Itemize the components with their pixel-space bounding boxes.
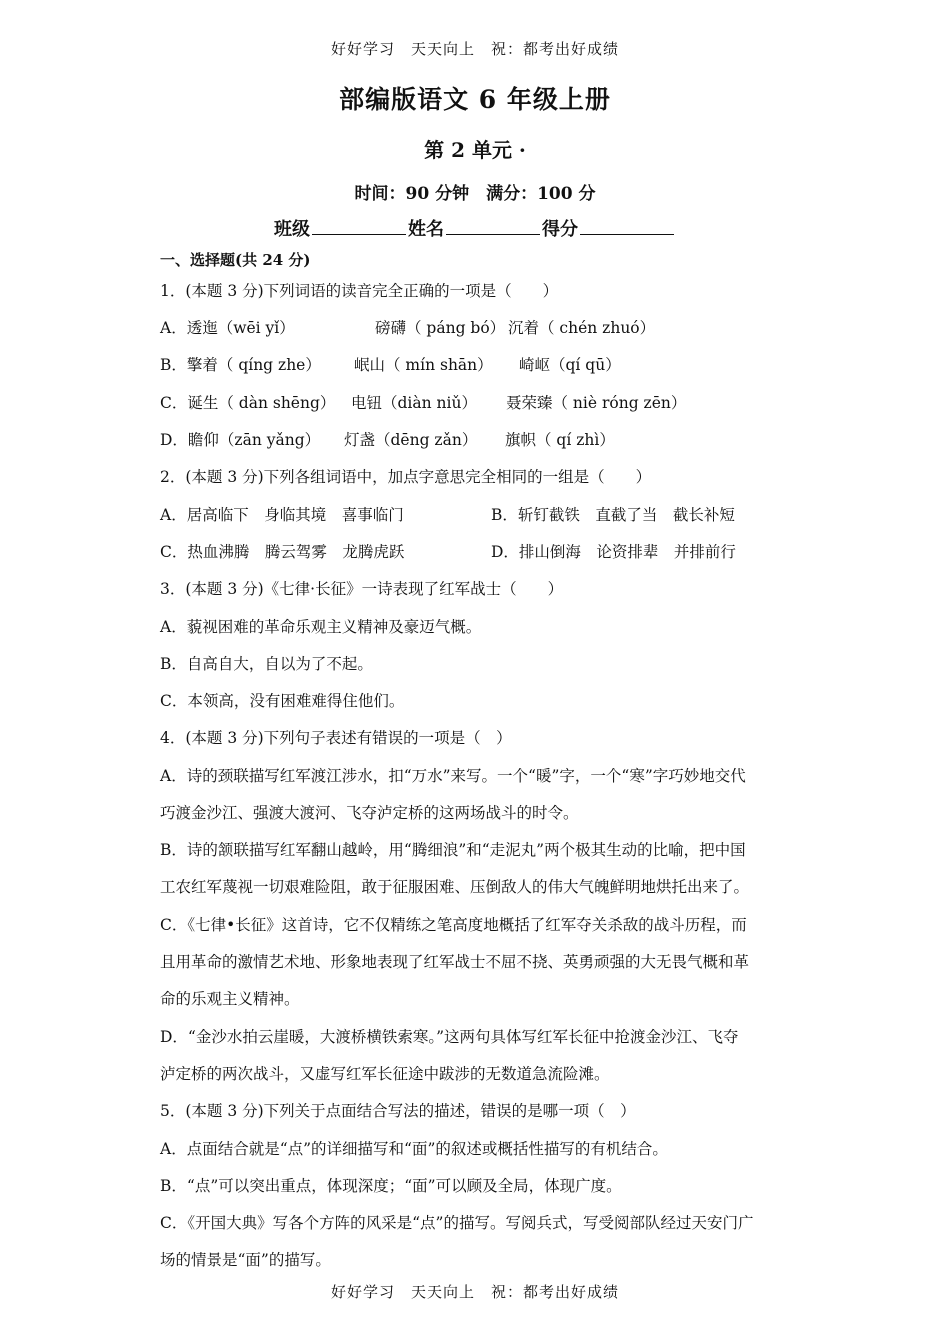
student-info-line <box>0 215 950 241</box>
class-blank <box>312 216 406 235</box>
page-header: 好好学习 天天向上 祝：都考出好成绩 <box>330 40 619 58</box>
q4-option-c-line-2: 且用革命的激情艺术地、形象地表现了红军战士不屈不挠、英勇顽强的大无畏气概和革 <box>160 953 750 971</box>
score-blank <box>580 216 674 235</box>
q1-stem: 1．(本题 3 分)下列词语的读音完全正确的一项是（ ） <box>160 282 559 300</box>
q1-b-item-2: 岷山（ mín shān） <box>354 356 493 374</box>
q1-d-item-1: D．瞻仰（zān yǎng） <box>160 431 321 449</box>
exam-meta: 时间：90 分钟 满分：100 分 <box>354 184 596 204</box>
q4-option-c-line-3: 命的乐观主义精神。 <box>160 990 300 1008</box>
q1-b-item-3: 崎岖（qí qū） <box>519 356 621 374</box>
score-label: 得分 <box>542 219 578 240</box>
q4-option-b-line-1: B．诗的颔联描写红军翻山越岭，用“腾细浪”和“走泥丸”两个极其生动的比喻，把中国 <box>160 841 746 859</box>
q1-option-d <box>160 430 800 450</box>
name-blank <box>446 216 540 235</box>
page-footer: 好好学习 天天向上 祝：都考出好成绩 <box>330 1283 619 1301</box>
q1-c-item-1: C．诞生（ dàn shēng） <box>160 394 336 412</box>
q4-option-a-line-2: 巧渡金沙江、强渡大渡河、飞夺泸定桥的这两场战斗的时令。 <box>160 804 579 822</box>
q3-option-a: A．藐视困难的革命乐观主义精神及豪迈气概。 <box>160 618 482 636</box>
q1-c-item-3: 聂荣臻（ niè róng zēn） <box>506 394 687 412</box>
q1-option-b <box>160 355 800 375</box>
q3-option-b: B．自高自大，自以为了不起。 <box>160 655 373 673</box>
q4-option-d-line-2: 泸定桥的两次战斗，又虚写红军长征途中跋涉的无数道急流险滩。 <box>160 1065 610 1083</box>
q2-stem: 2．(本题 3 分)下列各组词语中，加点字意思完全相同的一组是（ ） <box>160 468 652 486</box>
q5-option-c-line-2: 场的情景是“面”的描写。 <box>160 1251 331 1269</box>
q1-c-item-2: 电钮（diàn niǔ） <box>351 394 477 412</box>
q2-option-b: B．斩钉截铁 直截了当 截长补短 <box>491 506 735 524</box>
document-title: 部编版语文 6 年级上册 <box>339 85 611 114</box>
q1-a-item-2: 磅礴（ páng bó） <box>375 319 506 337</box>
q1-d-item-2: 灯盏（dēng zǎn） <box>344 431 478 449</box>
name-label: 姓名 <box>408 219 444 240</box>
q4-option-b-line-2: 工农红军蔑视一切艰难险阻，敢于征服困难、压倒敌人的伟大气魄鲜明地烘托出来了。 <box>160 878 750 896</box>
q5-option-b: B．“点”可以突出重点，体现深度；“面”可以顾及全局，体现广度。 <box>160 1177 622 1195</box>
section-title: 一、选择题(共 24 分) <box>160 251 311 269</box>
unit-subtitle: 第 2 单元 · <box>424 138 526 162</box>
q1-a-item-3: 沉着（ chén zhuó） <box>508 319 656 337</box>
q2-option-a: A．居高临下 身临其境 喜事临门 <box>160 506 404 524</box>
q1-b-item-1: B．擎着（ qíng zhe） <box>160 356 321 374</box>
q3-option-c: C．本领高，没有困难难得住他们。 <box>160 692 405 710</box>
q5-option-a: A．点面结合就是“点”的详细描写和“面”的叙述或概括性描写的有机结合。 <box>160 1140 668 1158</box>
class-label: 班级 <box>274 219 310 240</box>
q1-d-item-3: 旗帜（ qí zhì） <box>505 431 615 449</box>
q5-stem: 5．(本题 3 分)下列关于点面结合写法的描述，错误的是哪一项（ ） <box>160 1102 636 1120</box>
q2-option-d: D．排山倒海 论资排辈 并排前行 <box>491 543 736 561</box>
q1-option-c <box>160 393 800 413</box>
q3-stem: 3．(本题 3 分)《七律·长征》一诗表现了红军战士（ ） <box>160 580 564 598</box>
q1-option-a <box>160 318 800 338</box>
q4-option-d-line-1: D．“金沙水拍云崖暖，大渡桥横铁索寒。”这两句具体写红军长征中抢渡金沙江、飞夺 <box>160 1028 739 1046</box>
q4-stem: 4．(本题 3 分)下列句子表述有错误的一项是（ ） <box>160 729 512 747</box>
q2-option-c: C．热血沸腾 腾云驾雾 龙腾虎跃 <box>160 543 405 561</box>
q5-option-c-line-1: C．《开国大典》写各个方阵的风采是“点”的描写。写阅兵式，写受阅部队经过天安门广 <box>160 1214 754 1232</box>
q4-option-a-line-1: A．诗的颈联描写红军渡江涉水，扣“万水”来写。一个“暖”字，一个“寒”字巧妙地交代 <box>160 767 746 785</box>
q1-a-item-1: A．透迤（wēi yǐ） <box>160 319 295 337</box>
q4-option-c-line-1: C．《七律•长征》这首诗，它不仅精练之笔高度地概括了红军夺关杀敌的战斗历程，而 <box>160 916 747 934</box>
